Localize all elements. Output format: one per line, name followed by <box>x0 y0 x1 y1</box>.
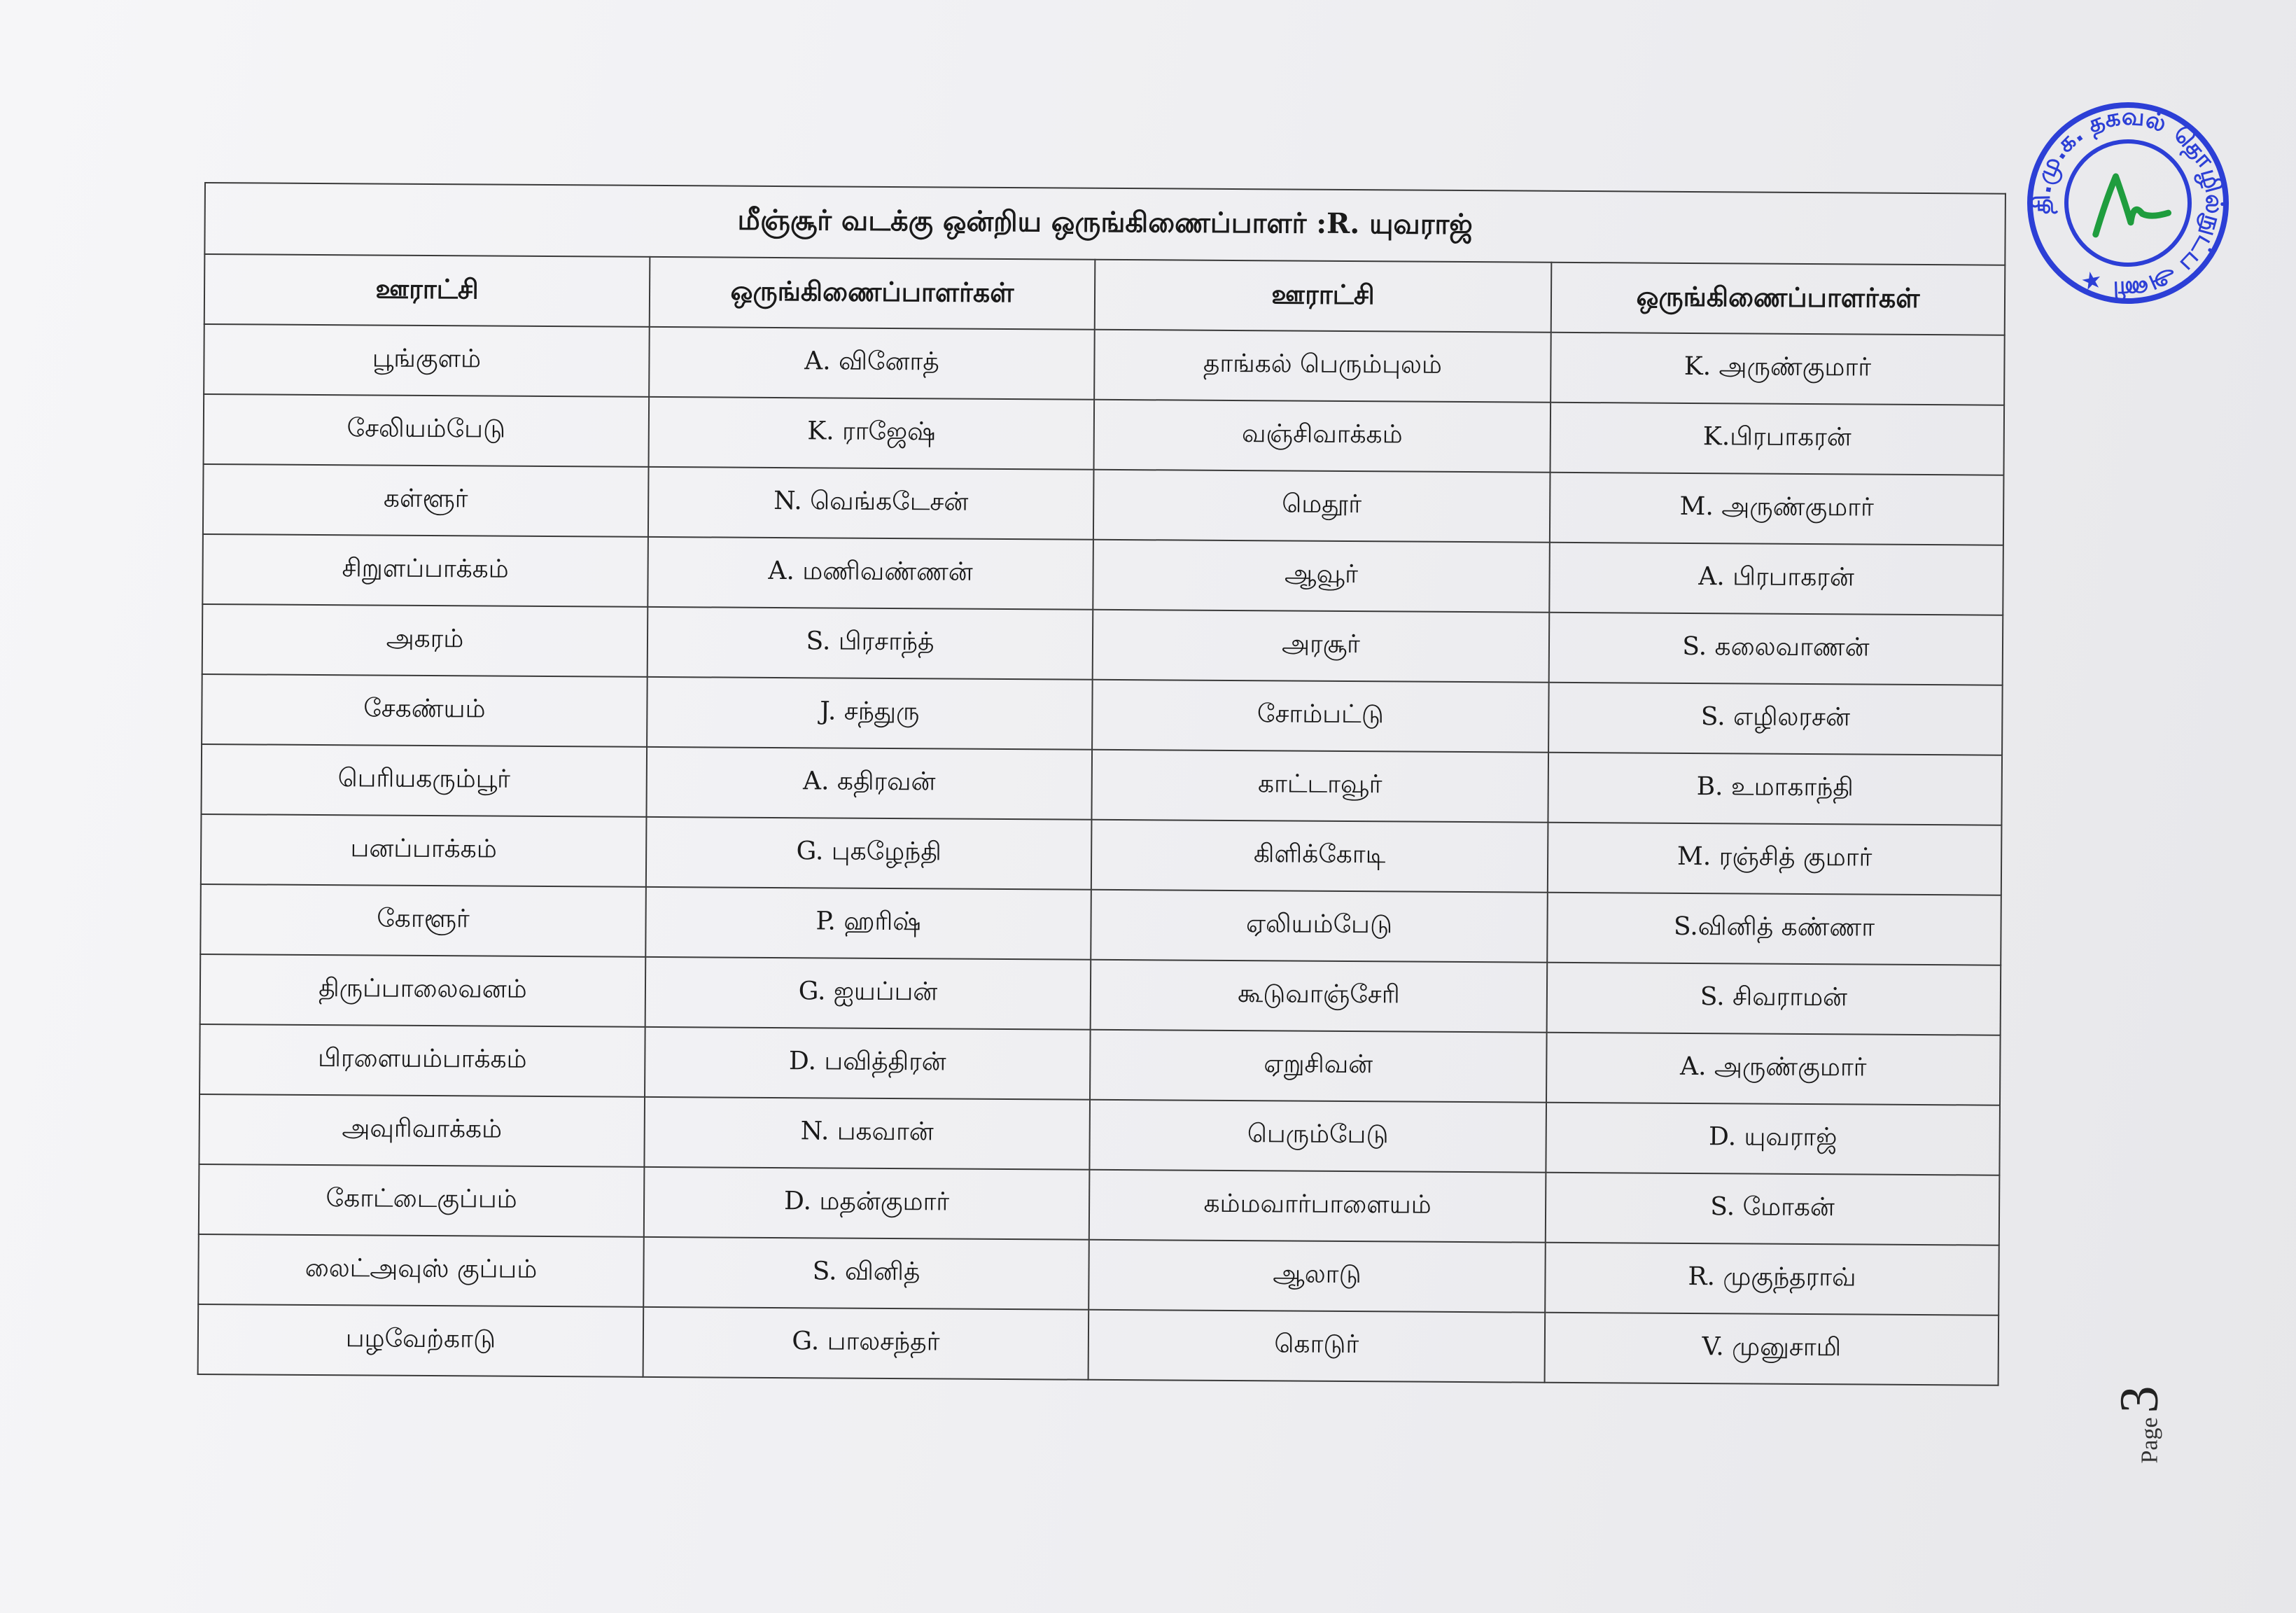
table-row <box>204 394 2005 475</box>
cell-coordinator-1: N. வெங்கடேசன் <box>648 467 1094 540</box>
cell-coordinator-1: G. புகழேந்தி <box>646 817 1092 890</box>
cell-coordinator-2: S.வினித் கண்ணா <box>1547 893 2001 965</box>
cell-panchayat-2: கிளிக்கோடி <box>1091 820 1548 893</box>
cell-coordinator-2: S. கலைவாணன் <box>1549 613 2003 685</box>
cell-panchayat-1: பிரளையம்பாக்கம் <box>200 1024 645 1097</box>
cell-coordinator-1: S. வினித் <box>643 1237 1089 1310</box>
cell-coordinator-2: K. அருண்குமார் <box>1550 333 2005 405</box>
table-row <box>200 1024 2001 1105</box>
cell-coordinator-2: S. எழிலரசன் <box>1548 683 2003 755</box>
cell-coordinator-2: M. ரஞ்சித் குமார் <box>1548 823 2002 895</box>
cell-panchayat-2: கொடுர் <box>1088 1310 1546 1383</box>
cell-coordinator-2: K.பிரபாகரன் <box>1550 403 2005 475</box>
cell-coordinator-2: M. அருண்குமார் <box>1550 473 2004 545</box>
header-panchayat-2: ஊராட்சி <box>1095 260 1552 333</box>
page-number <box>2108 1385 2171 1463</box>
cell-coordinator-1: D. மதன்குமார் <box>644 1167 1090 1240</box>
cell-panchayat-1: திருப்பாலைவனம் <box>200 954 646 1027</box>
cell-panchayat-2: சோம்பட்டு <box>1092 680 1549 753</box>
svg-text:தி.மு.க. தகவல் தொழில்நுட்ப அணி: தி.மு.க. தகவல் தொழில்நுட்ப அணி ★ <box>2027 102 2229 304</box>
cell-coordinator-2: B. உமாகாந்தி <box>1548 753 2002 825</box>
cell-panchayat-1: கோட்டைகுப்பம் <box>199 1164 645 1237</box>
table-row <box>202 604 2003 685</box>
table-row <box>200 954 2001 1035</box>
cell-coordinator-1: P. ஹரிஷ் <box>645 887 1091 960</box>
cell-coordinator-2: R. முகுந்தராவ் <box>1545 1243 1999 1315</box>
cell-panchayat-1: லைட்அவுஸ் குப்பம் <box>198 1234 644 1307</box>
cell-panchayat-1: பழவேற்காடு <box>198 1304 644 1377</box>
table-title-row <box>204 183 2005 265</box>
cell-panchayat-2: ஏலியம்பேடு <box>1091 890 1548 963</box>
cell-panchayat-2: கம்மவார்பாளையம் <box>1089 1170 1546 1243</box>
cell-panchayat-2: கூடுவாஞ்சேரி <box>1091 960 1548 1033</box>
cell-panchayat-1: கோளூர் <box>200 884 646 957</box>
cell-panchayat-2: தாங்கல் பெரும்புலம் <box>1094 330 1551 403</box>
party-seal-stamp <box>2010 85 2247 322</box>
cell-panchayat-1: பெரியகரும்பூர் <box>201 744 647 817</box>
table-row <box>200 884 2001 965</box>
cell-panchayat-1: கள்ளூர் <box>203 464 649 537</box>
cell-coordinator-2: S. சிவராமன் <box>1547 963 2001 1035</box>
coordinators-table <box>197 182 2006 1386</box>
cell-coordinator-1: J. சந்துரு <box>647 677 1093 750</box>
table-row <box>199 1094 2000 1175</box>
cell-coordinator-2: D. யுவராஜ் <box>1546 1103 2000 1175</box>
page-number-value: 3 <box>2108 1385 2169 1413</box>
cell-coordinator-2: V. முனுசாமி <box>1545 1313 1999 1385</box>
cell-coordinator-1: A. கதிரவன் <box>646 747 1092 820</box>
cell-panchayat-2: ஆவூர் <box>1093 540 1550 613</box>
header-coordinators-1: ஒருங்கிணைப்பாளர்கள் <box>650 257 1096 330</box>
cell-panchayat-1: சிறுளப்பாக்கம் <box>202 534 648 607</box>
cell-panchayat-1: அவுரிவாக்கம் <box>199 1094 645 1167</box>
cell-coordinator-1: K. ராஜேஷ் <box>649 397 1095 470</box>
cell-coordinator-1: S. பிரசாந்த் <box>648 607 1093 680</box>
table-row <box>202 674 2003 755</box>
table-row <box>202 534 2003 615</box>
page-label: Page <box>2136 1417 2163 1464</box>
cell-panchayat-2: அரசூர் <box>1093 610 1550 683</box>
cell-panchayat-2: பெரும்பேடு <box>1089 1100 1546 1173</box>
cell-panchayat-1: சேகண்யம் <box>202 674 648 747</box>
table-row <box>203 464 2004 545</box>
cell-panchayat-1: சேலியம்பேடு <box>204 394 650 467</box>
table-row <box>198 1234 1999 1315</box>
cell-panchayat-1: பனப்பாக்கம் <box>201 814 647 887</box>
cell-coordinator-1: A. வினோத் <box>649 327 1095 400</box>
cell-panchayat-2: ஆலாடு <box>1088 1240 1546 1313</box>
table-row <box>201 814 2002 895</box>
table-header-row <box>204 254 2005 335</box>
table-row <box>204 324 2005 405</box>
table-row <box>199 1164 2000 1245</box>
cell-coordinator-2: S. மோகன் <box>1546 1173 2000 1245</box>
cell-panchayat-2: மெதூர் <box>1093 470 1550 543</box>
table-row <box>198 1304 1999 1385</box>
table-row <box>201 744 2002 825</box>
cell-coordinator-1: N. பகவான் <box>644 1097 1090 1170</box>
cell-coordinator-1: G. பாலசந்தர் <box>643 1307 1089 1380</box>
header-panchayat-1: ஊராட்சி <box>204 254 650 327</box>
cell-panchayat-2: வஞ்சிவாக்கம் <box>1094 400 1551 473</box>
cell-panchayat-1: அகரம் <box>202 604 648 677</box>
cell-coordinator-2: A. அருண்குமார் <box>1546 1033 2001 1105</box>
cell-coordinator-1: A. மணிவண்ணன் <box>648 537 1093 610</box>
cell-panchayat-2: ஏறுசிவன் <box>1090 1030 1547 1103</box>
table-title: மீஞ்சூர் வடக்கு ஒன்றிய ஒருங்கிணைப்பாளர் :R. யுவராஜ் <box>204 183 2005 265</box>
header-coordinators-2: ஒருங்கிணைப்பாளர்கள் <box>1551 263 2005 335</box>
cell-coordinator-2: A. பிரபாகரன் <box>1549 543 2003 615</box>
cell-panchayat-2: காட்டாவூர் <box>1091 750 1548 823</box>
cell-panchayat-1: பூங்குளம் <box>204 324 650 397</box>
cell-coordinator-1: D. பவித்திரன் <box>645 1027 1091 1100</box>
cell-coordinator-1: G. ஐயப்பன் <box>645 957 1091 1030</box>
